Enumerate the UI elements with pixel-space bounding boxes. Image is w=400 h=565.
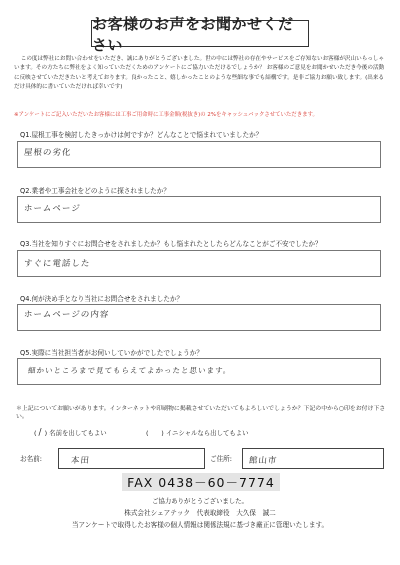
address-value: 館山市	[248, 456, 278, 466]
question-5-answer: 細かいところまで見てもらえてよかったと思います。	[27, 366, 232, 375]
question-4-answer: ホームページの内容	[23, 310, 110, 320]
question-1-label: Q1.屋根工事を検討したきっかけは何ですか？どんなことで悩まれていましたか？	[20, 131, 263, 139]
question-2-answer: ホームページ	[23, 204, 82, 214]
address-field[interactable]	[242, 448, 384, 469]
consent-option-initial[interactable]	[146, 428, 249, 437]
question-3-answer-box[interactable]	[17, 250, 381, 277]
intro-text: この度は弊社にお問い合わせをいただき、誠にありがとうございました。世の中には弊社の存在やサービスをご存知ないお客様が沢山いらっしゃいます。その方たちに弊社をよく知っていただくためのアンケートにご協力いただけるでしょうか？ お客様のご意見をお聞かせいただき今後の活動に反映させていただきたいと考えております。良かったこと、嬉しかったことのような些細な事でも結構です。是非ご協力お願い致します。(出来るだけ具体的に書いていただければ幸いです)	[14, 56, 385, 90]
question-3-label: Q3.当社を知りすぐにお問合せをされましたか？もし悩まれたとしたらどんなことがご不安でしたか？	[20, 240, 322, 248]
option-name-label: 名前を出してもよい	[49, 429, 107, 437]
consent-option-name[interactable]	[34, 428, 107, 438]
option-name-bracket-close: )	[44, 429, 48, 437]
question-4-label: Q4.何が決め手となり当社にお問合せをされましたか？	[20, 295, 184, 303]
thanks-text: ご協力ありがとうございました。	[152, 497, 248, 505]
consent-text: ＊上記についてお願いがあります。インターネットや印刷物に掲載させていただいてもよろしいでしょうか？下記の中から○印をお付け下さい。	[16, 406, 386, 420]
question-1-answer-box[interactable]	[17, 141, 381, 168]
page-title: お客様のお声をお聞かせください	[91, 20, 309, 47]
name-field[interactable]	[58, 448, 205, 469]
option-name-bracket-open: (	[34, 429, 37, 437]
address-label: ご住所:	[210, 455, 233, 463]
question-1-answer: 屋根の劣化	[23, 148, 72, 158]
option-initial-bracket: ( )	[146, 429, 164, 437]
cashback-note: ※アンケートにご記入いただいたお客様には工事ご用命時に工事金額(税抜き)の 2%をキャッシュバックさせていただきます。	[14, 112, 318, 118]
question-3-answer: すぐに電話した	[23, 259, 91, 269]
fax-number: FAX 0438－60－7774	[122, 473, 280, 491]
name-value: 本田	[70, 456, 91, 466]
question-2-label: Q2.業者や工事会社をどのように探されましたか？	[20, 187, 170, 195]
name-label: お名前:	[20, 455, 43, 463]
question-4-answer-box[interactable]	[17, 304, 381, 331]
question-5-answer-box[interactable]	[17, 358, 381, 385]
option-name-mark: /	[38, 428, 43, 438]
question-2-answer-box[interactable]	[17, 196, 381, 223]
question-5-label: Q5.実際に当社担当者がお伺いしていかがでしたでしょうか？	[20, 349, 203, 357]
privacy-notice: 当アンケートで取得したお客様の個人情報は関係法規に基づき厳正に管理いたします。	[71, 521, 329, 529]
company-signature: 株式会社シェアテック 代表取締役 大久保 誠二	[124, 509, 276, 517]
option-initial-label: イニシャルなら出してもよい	[165, 429, 249, 437]
